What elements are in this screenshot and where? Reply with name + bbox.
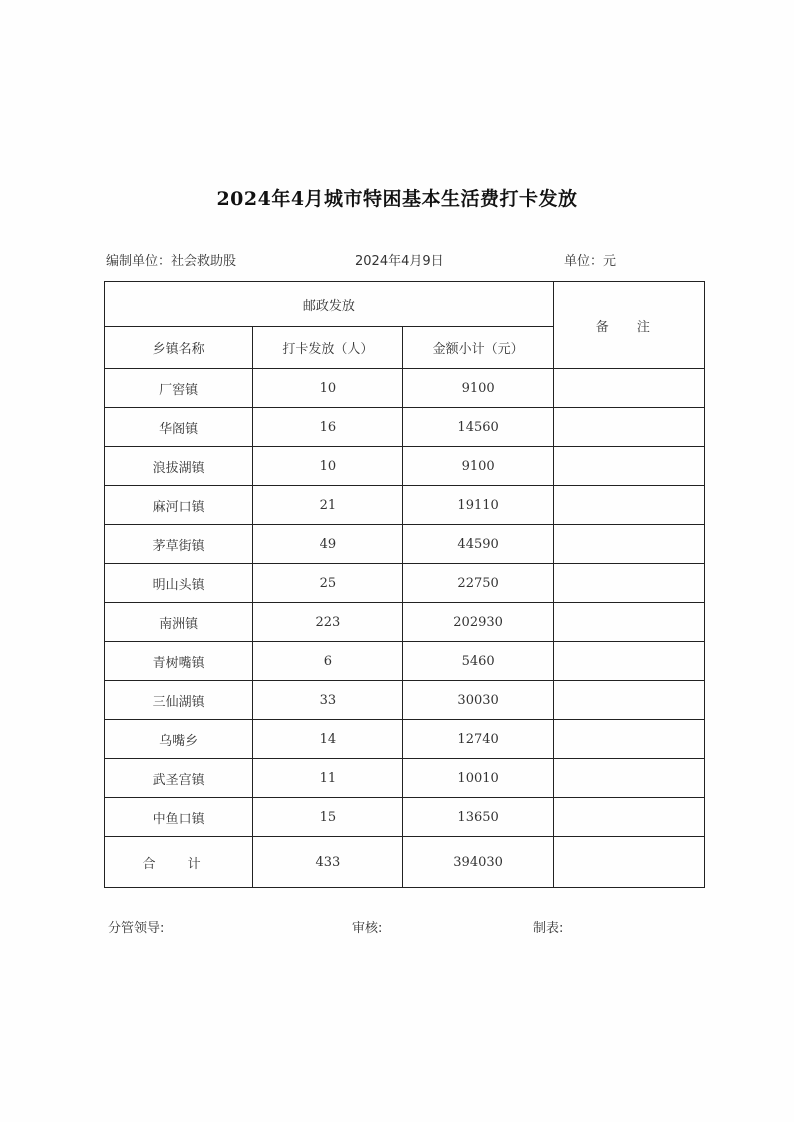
- cell-count: 6: [253, 642, 403, 681]
- cell-remark: [553, 798, 704, 837]
- cell-remark: [553, 681, 704, 720]
- cell-remark: [553, 603, 704, 642]
- total-count: 433: [253, 837, 403, 888]
- cell-count: 16: [253, 408, 403, 447]
- cell-amount: 5460: [403, 642, 553, 681]
- table-row: [105, 525, 705, 564]
- table-header-row-1: [105, 282, 705, 327]
- payment-table: [104, 281, 705, 888]
- cell-remark: [553, 408, 704, 447]
- cell-count: 223: [253, 603, 403, 642]
- table-row: [105, 603, 705, 642]
- cell-town: 三仙湖镇: [105, 681, 253, 720]
- table-row: [105, 642, 705, 681]
- cell-town: 明山头镇: [105, 564, 253, 603]
- total-amount: 394030: [403, 837, 553, 888]
- cell-remark: [553, 720, 704, 759]
- document-title: 2024年4月城市特困基本生活费打卡发放: [216, 188, 578, 210]
- cell-count: 25: [253, 564, 403, 603]
- table-row: [105, 759, 705, 798]
- group-header-postal: 邮政发放: [105, 282, 554, 327]
- table-row: [105, 447, 705, 486]
- cell-remark: [553, 564, 704, 603]
- total-row: [105, 837, 705, 888]
- cell-remark: [553, 759, 704, 798]
- cell-count: 10: [253, 447, 403, 486]
- cell-amount: 19110: [403, 486, 553, 525]
- cell-town: 浪拔湖镇: [105, 447, 253, 486]
- cell-amount: 10010: [403, 759, 553, 798]
- document-date: 2024年4月9日: [355, 254, 444, 269]
- cell-town: 乌嘴乡: [105, 720, 253, 759]
- cell-remark: [553, 369, 704, 408]
- total-remark: [553, 837, 704, 888]
- cell-town: 南洲镇: [105, 603, 253, 642]
- cell-count: 49: [253, 525, 403, 564]
- cell-remark: [553, 447, 704, 486]
- cell-town: 中鱼口镇: [105, 798, 253, 837]
- cell-amount: 9100: [403, 369, 553, 408]
- cell-amount: 14560: [403, 408, 553, 447]
- table-row: [105, 369, 705, 408]
- cell-count: 15: [253, 798, 403, 837]
- cell-amount: 9100: [403, 447, 553, 486]
- column-header-count: 打卡发放（人）: [253, 327, 403, 369]
- remark-header: 备 注: [553, 282, 704, 369]
- cell-town: 华阁镇: [105, 408, 253, 447]
- cell-amount: 22750: [403, 564, 553, 603]
- cell-count: 11: [253, 759, 403, 798]
- table-row: [105, 486, 705, 525]
- total-label: 合 计: [105, 837, 253, 888]
- cell-town: 麻河口镇: [105, 486, 253, 525]
- table-row: [105, 564, 705, 603]
- table-row: [105, 681, 705, 720]
- org-label: 编制单位：社会救助股: [106, 254, 237, 269]
- cell-amount: 44590: [403, 525, 553, 564]
- cell-count: 10: [253, 369, 403, 408]
- cell-remark: [553, 642, 704, 681]
- cell-count: 33: [253, 681, 403, 720]
- footer-leader-label: 分管领导:: [108, 921, 165, 936]
- table-row: [105, 408, 705, 447]
- cell-town: 茅草街镇: [105, 525, 253, 564]
- cell-amount: 30030: [403, 681, 553, 720]
- cell-amount: 202930: [403, 603, 553, 642]
- cell-count: 14: [253, 720, 403, 759]
- cell-remark: [553, 525, 704, 564]
- cell-count: 21: [253, 486, 403, 525]
- cell-town: 青树嘴镇: [105, 642, 253, 681]
- cell-amount: 12740: [403, 720, 553, 759]
- cell-town: 武圣宫镇: [105, 759, 253, 798]
- column-header-town: 乡镇名称: [105, 327, 253, 369]
- unit-label: 单位：元: [564, 254, 617, 269]
- table-row: [105, 720, 705, 759]
- footer-maker-label: 制表:: [533, 921, 564, 936]
- cell-amount: 13650: [403, 798, 553, 837]
- column-header-amount: 金额小计（元）: [403, 327, 553, 369]
- table-row: [105, 798, 705, 837]
- cell-town: 厂窖镇: [105, 369, 253, 408]
- cell-remark: [553, 486, 704, 525]
- footer-review-label: 审核:: [352, 921, 383, 936]
